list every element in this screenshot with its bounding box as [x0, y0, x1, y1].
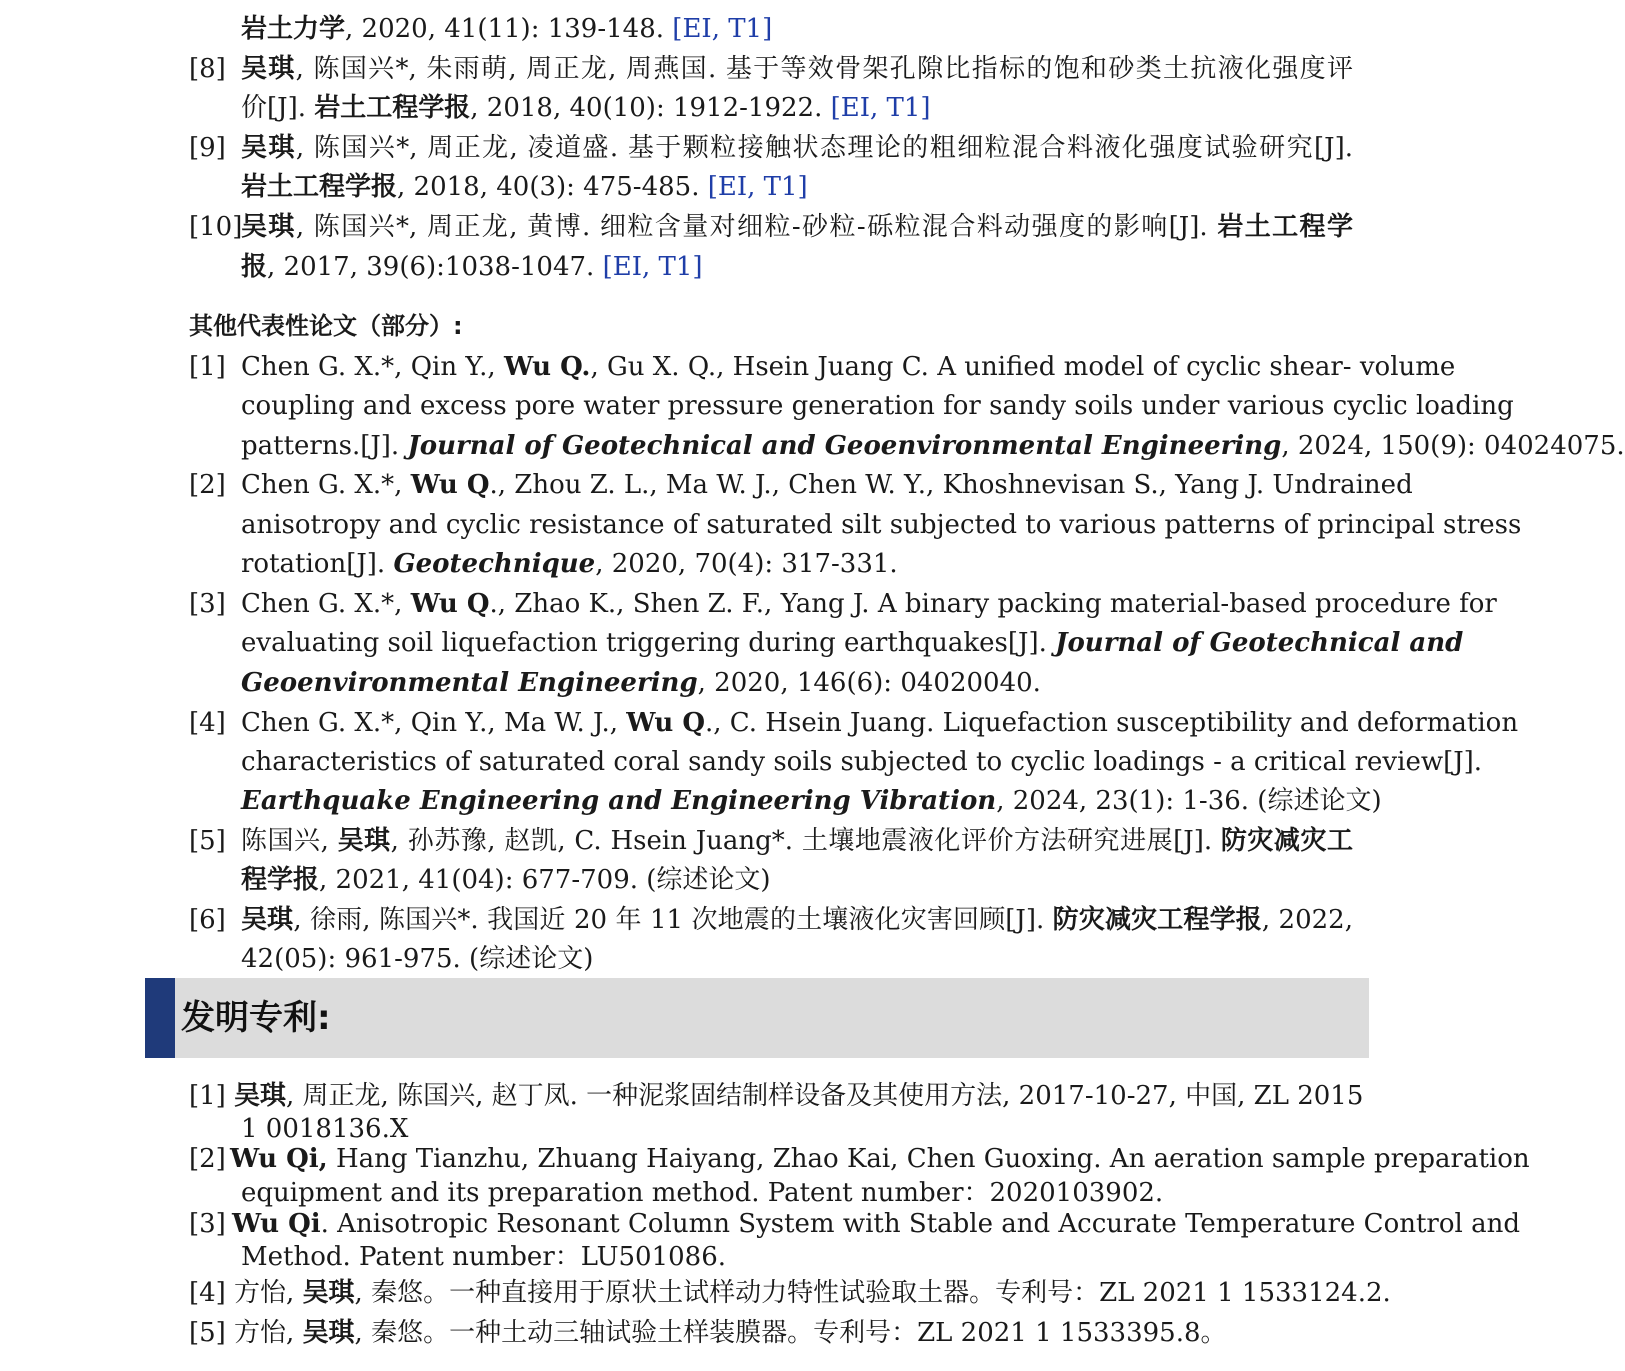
paper2-line3 — [241, 547, 898, 581]
ref-number: [3] — [189, 1209, 226, 1239]
citation-text: , 2020, 146(6): 04020040. — [697, 668, 1041, 698]
author-bold: 吴琪 — [241, 54, 296, 84]
journal-name: 防灾减灾工 — [1220, 826, 1353, 856]
journal-name: 岩土力学 — [241, 14, 346, 44]
patent2-line2: equipment and its preparation method. Patent number：2020103902. — [241, 1178, 1164, 1208]
ref-number: [2] — [189, 470, 226, 500]
citation-text: 陈国兴, — [241, 826, 338, 856]
paper4-line2: characteristics of saturated coral sandy soils subjected to cyclic loadings - a critical review[J]. — [241, 747, 1483, 777]
citation-text: , 2022, — [1261, 905, 1353, 935]
ref8-line1 — [241, 52, 1353, 86]
journal-name: Earthquake Engineering and Engineering Vibration — [241, 786, 997, 816]
patent4-line1 — [234, 1276, 1391, 1310]
ref10-line2 — [241, 250, 703, 284]
patent3-line1 — [232, 1207, 1520, 1241]
patent-section-band — [145, 978, 1369, 1058]
citation-text: , Gu X. Q., Hsein Juang C. A unified model of cyclic shear- volume — [590, 352, 1456, 382]
paper6-line1 — [241, 903, 1353, 937]
citation-text: , 陈国兴*, 朱雨萌, 周正龙, 周燕国. 基于等效骨架孔隙比指标的饱和砂类土抗液化强度评 — [295, 54, 1353, 84]
citation-text: , 徐雨, 陈国兴*. 我国近 20 年 11 次地震的土壤液化灾害回顾[J]. — [293, 905, 1053, 935]
citation-text: evaluating soil liquefaction triggering during earthquakes[J]. — [241, 628, 1056, 658]
patent5-line1 — [234, 1316, 1227, 1350]
citation-text: , 周正龙, 陈国兴, 赵丁凤. 一种泥浆固结制样设备及其使用方法, 2017-10-27, 中国, ZL 2015 — [286, 1081, 1364, 1111]
citation-text: Hang Tianzhu, Zhuang Haiyang, Zhao Kai, Chen Guoxing. An aeration sample preparation — [327, 1144, 1530, 1174]
journal-name: Geoenvironmental Engineering — [241, 668, 698, 698]
ref-number: [4] — [189, 708, 226, 738]
journal-name: Journal of Geotechnical and — [1055, 628, 1464, 658]
citation-text: 方怡, — [234, 1318, 303, 1348]
author-bold: 吴琪 — [241, 133, 296, 163]
journal-name: 岩土工程学报 — [314, 93, 471, 123]
author-bold: 吴琪 — [302, 1278, 355, 1308]
journal-name: 防灾减灾工程学报 — [1052, 905, 1262, 935]
journal-name: 程学报 — [241, 865, 320, 895]
citation-text: , 2024, 150(9): 04024075. — [1281, 431, 1625, 461]
paper2-line2: anisotropy and cyclic resistance of saturated silt subjected to various patterns of principal stress — [241, 510, 1522, 540]
ref-number: [9] — [189, 133, 226, 163]
ref9-line2 — [241, 170, 808, 204]
citation-text: , 2020, 41(11): 139-148. — [345, 14, 673, 44]
citation-text: 价[J]. — [241, 93, 315, 123]
paper1-line3 — [241, 429, 1625, 463]
paper4-line3 — [241, 784, 1382, 818]
ref7-tail — [241, 12, 772, 46]
paper1-line2: coupling and excess pore water pressure generation for sandy soils under various cyclic loading — [241, 391, 1514, 421]
ref-number: [8] — [189, 54, 226, 84]
paper6-line2: 42(05): 961-975. (综述论文) — [241, 944, 594, 974]
citation-text: Chen G. X.*, Qin Y., — [241, 352, 504, 382]
ref10-line1 — [241, 210, 1353, 244]
ref-number: [10] — [189, 212, 243, 242]
author-bold: Wu Q — [626, 708, 706, 738]
citation-text: , 2020, 70(4): 317-331. — [595, 549, 898, 579]
patent1-line2: 1 0018136.X — [241, 1114, 409, 1144]
paper5-line1 — [241, 824, 1353, 858]
citation-text: ., Zhao K., Shen Z. F., Yang J. A binary packing material-based procedure for — [489, 589, 1497, 619]
citation-text: 方怡, — [234, 1278, 303, 1308]
paper5-line2 — [241, 863, 771, 897]
paper3-line3 — [241, 666, 1041, 700]
citation-text: , 秦悠。一种土动三轴试验土样装膜器。专利号：ZL 2021 1 1533395.8。 — [354, 1318, 1227, 1348]
paper2-line1 — [241, 468, 1413, 502]
author-bold: 吴琪 — [302, 1318, 355, 1348]
ref-number: [2] — [189, 1144, 226, 1174]
citation-text: , 2018, 40(10): 1912-1922. — [470, 93, 831, 123]
journal-name: 岩土工程学 — [1217, 212, 1353, 242]
citation-text: , 2024, 23(1): 1-36. (综述论文) — [996, 786, 1382, 816]
paper3-line2 — [241, 626, 1464, 660]
ref9-line1 — [241, 131, 1353, 165]
citation-text: , 陈国兴*, 周正龙, 黄博. 细粒含量对细粒-砂粒-砾粒混合料动强度的影响[J]. — [295, 212, 1218, 242]
patent3-line2: Method. Patent number：LU501086. — [241, 1242, 727, 1272]
citation-text: rotation[J]. — [241, 549, 394, 579]
ref-number: [6] — [189, 905, 226, 935]
ref-number: [4] — [189, 1278, 226, 1308]
author-bold: Wu Q. — [503, 352, 591, 382]
citation-text: ., C. Hsein Juang. Liquefaction susceptibility and deformation — [705, 708, 1519, 738]
author-bold: Wu Qi, — [230, 1144, 328, 1174]
ref-number: [3] — [189, 589, 226, 619]
paper1-line1 — [241, 350, 1456, 384]
author-bold: 吴琪 — [241, 212, 296, 242]
citation-text: , 秦悠。一种直接用于原状土试样动力特性试验取土器。专利号：ZL 2021 1 1533124.2. — [354, 1278, 1391, 1308]
paper3-line1 — [241, 587, 1497, 621]
journal-name: 报 — [241, 252, 268, 282]
citation-text: , 陈国兴*, 周正龙, 凌道盛. 基于颗粒接触状态理论的粗细粒混合料液化强度试验研究[J]. — [295, 133, 1353, 163]
index-tag: [EI, T1] — [707, 172, 808, 202]
citation-text: , 2018, 40(3): 475-485. — [397, 172, 708, 202]
ref-number: [5] — [189, 1318, 226, 1348]
ref-number: [1] — [189, 1081, 226, 1111]
citation-text: ., Zhou Z. L., Ma W. J., Chen W. Y., Khoshnevisan S., Yang J. Undrained — [489, 470, 1413, 500]
citation-text: patterns.[J]. — [241, 431, 408, 461]
band-accent-bar — [145, 978, 175, 1058]
author-bold: 吴琪 — [241, 905, 294, 935]
citation-text: Chen G. X.*, — [241, 589, 411, 619]
journal-name: Journal of Geotechnical and Geoenvironmental Engineering — [407, 431, 1282, 461]
journal-name: 岩土工程学报 — [241, 172, 398, 202]
paper4-line1 — [241, 706, 1519, 740]
author-bold: Wu Q — [410, 470, 490, 500]
patent-section-title: 发明专利: — [181, 998, 331, 1038]
ref-number: [5] — [189, 826, 226, 856]
citation-text: , 孙苏豫, 赵凯, C. Hsein Juang*. 土壤地震液化评价方法研究进展[J]. — [390, 826, 1221, 856]
index-tag: [EI, T1] — [672, 14, 773, 44]
citation-text: Chen G. X.*, — [241, 470, 411, 500]
citation-text: , 2017, 39(6):1038-1047. — [267, 252, 603, 282]
patent2-line1 — [230, 1142, 1530, 1176]
author-bold: Wu Q — [410, 589, 490, 619]
index-tag: [EI, T1] — [602, 252, 703, 282]
citation-text: Chen G. X.*, Qin Y., Ma W. J., — [241, 708, 627, 738]
author-bold: Wu Qi — [232, 1209, 321, 1239]
author-bold: 吴琪 — [337, 826, 391, 856]
other-papers-heading: 其他代表性论文（部分）: — [189, 312, 463, 340]
ref-number: [1] — [189, 352, 226, 382]
journal-name: Geotechnique — [393, 549, 596, 579]
citation-text: . Anisotropic Resonant Column System with Stable and Accurate Temperature Control and — [320, 1209, 1520, 1239]
ref8-line2 — [241, 91, 931, 125]
index-tag: [EI, T1] — [830, 93, 931, 123]
citation-text: , 2021, 41(04): 677-709. (综述论文) — [319, 865, 771, 895]
patent1-line1 — [234, 1079, 1364, 1113]
author-bold: 吴琪 — [234, 1081, 287, 1111]
